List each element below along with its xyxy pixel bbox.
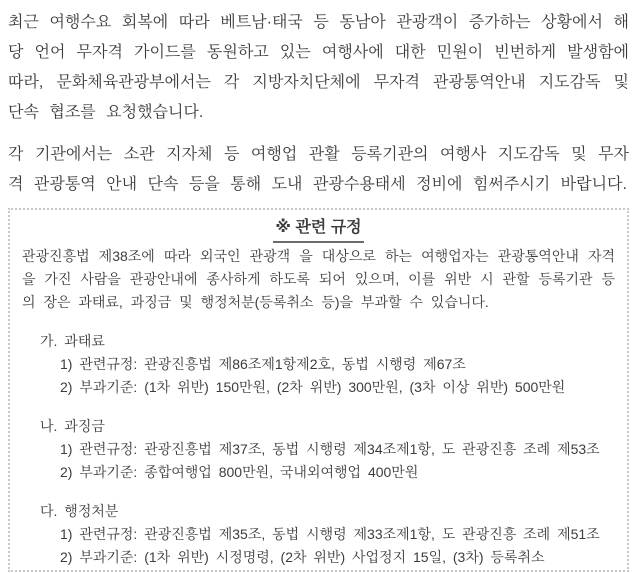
- notice-box-intro: 관광진흥법 제38조에 따라 외국인 관광객 을 대상으로 하는 여행업자는 관광통역안내 자격을 가진 사람을 관광안내에 종사하게 하도록 되어 있으며, 이를 위반 시 관할 등록기관 등의 장은 과태료, 과징금 및 행정처분(등록취소 등)을 부과할 수 있습니다.: [22, 248, 615, 310]
- intro-paragraph-2: 각 기관에서는 소관 지자체 등 여행업 관활 등록기관의 여행사 지도감독 및 무자격 관광통역 안내 단속 등을 통해 도내 관광수용태세 정비에 힘써주시기 바랍니다.: [8, 146, 629, 193]
- section-item: 2) 부과기준: (1차 위반) 시정명령, (2차 위반) 사업정지 15일, (3차) 등록취소: [60, 549, 545, 565]
- section-item: 1) 관련규정: 관광진흥법 제37조, 동법 시행령 제34조제1항, 도 관광진흥 조례 제53조: [60, 441, 600, 457]
- section-item: 1) 관련규정: 관광진흥법 제35조, 동법 시행령 제33조제1항, 도 관광진흥 조례 제51조: [60, 526, 600, 542]
- section-heading: 나. 과징금: [40, 418, 105, 434]
- section-item: 2) 부과기준: 종합여행업 800만원, 국내외여행업 400만원: [60, 464, 419, 480]
- related-regulations-box: [8, 208, 629, 572]
- section-item: 2) 부과기준: (1차 위반) 150만원, (2차 위반) 300만원, (3차 이상 위반) 500만원: [60, 379, 566, 395]
- notice-box-title: [22, 216, 615, 243]
- penalty-section-fine: [22, 330, 615, 399]
- section-heading: 가. 과태료: [40, 333, 105, 349]
- intro-paragraph-1: 최근 여행수요 회복에 따라 베트남·태국 등 동남아 관광객이 증가하는 상황에서 해당 언어 무자격 가이드를 동원하고 있는 여행사에 대한 민원이 빈번하게 발생함에 따라, 문화체육관광부에서는 각 지방자치단체에 무자격 관광통역안내 지도감독 및 단속 협조를 요청했습니다.: [8, 14, 629, 121]
- penalty-section-administrative: [22, 500, 615, 569]
- penalty-section-surcharge: [22, 415, 615, 484]
- notice-box-title-text: ※ 관련 규정: [273, 216, 363, 243]
- section-heading: 다. 행정처분: [40, 503, 119, 519]
- section-item: 1) 관련규정: 관광진흥법 제86조제1항제2호, 동법 시행령 제67조: [60, 356, 466, 372]
